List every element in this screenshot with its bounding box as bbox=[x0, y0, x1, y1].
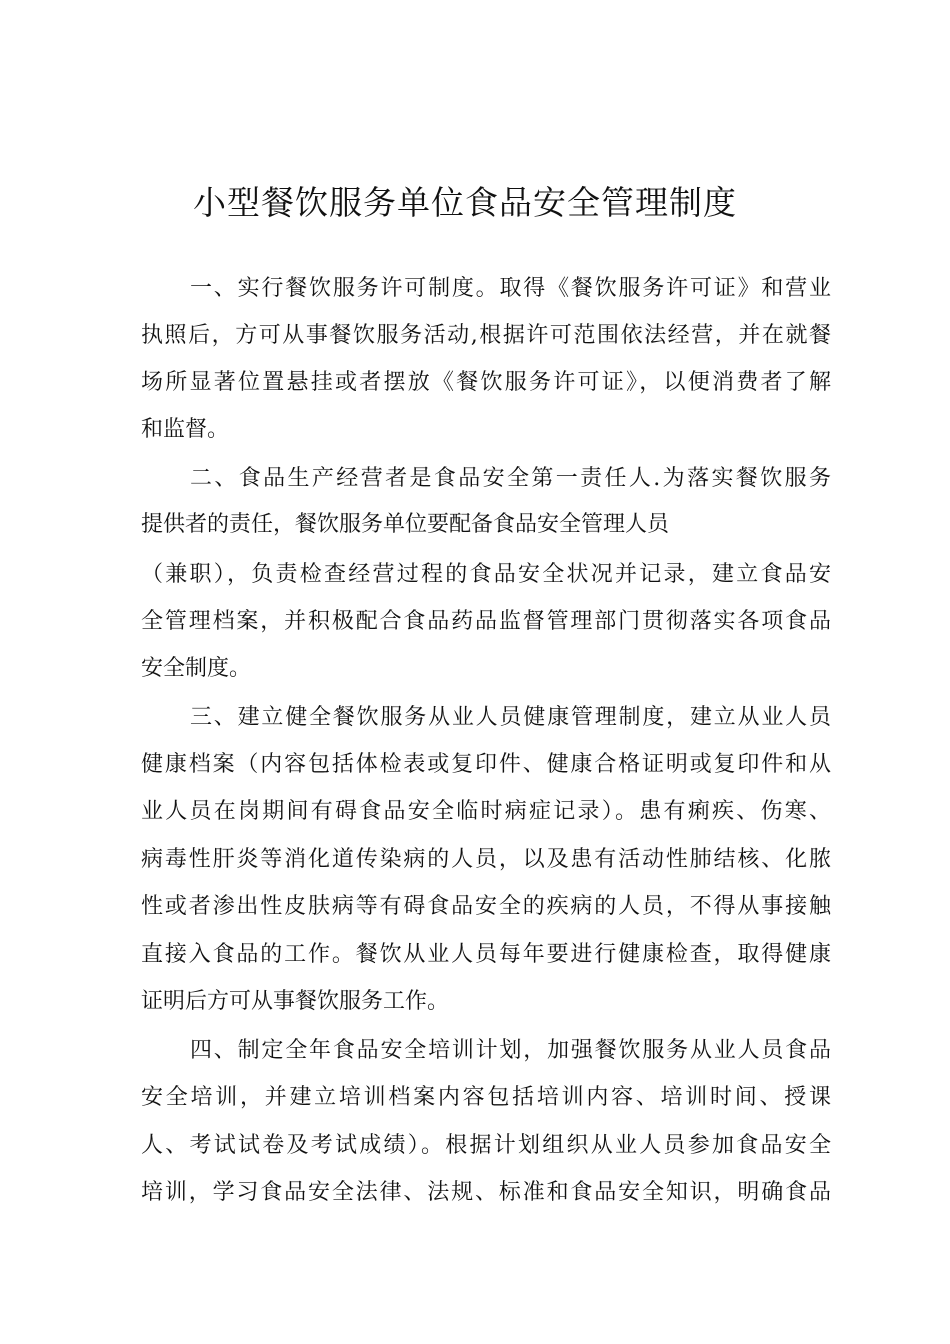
paragraph-line: （兼职），负责检查经营过程的食品安全状况并记录，建立食品安 bbox=[141, 562, 831, 587]
paragraph-line: 执照后，方可从事餐饮服务活动,根据许可范围依法经营，并在就餐 bbox=[141, 323, 831, 348]
paragraph-line: 性或者渗出性皮肤病等有碍食品安全的疾病的人员，不得从事接触 bbox=[141, 894, 831, 919]
paragraph-line: 健康档案（内容包括体检表或复印件、健康合格证明或复印件和从 bbox=[141, 752, 831, 777]
paragraph-line: 四、制定全年食品安全培训计划，加强餐饮服务从业人员食品 bbox=[190, 1038, 831, 1063]
paragraph-line: 直接入食品的工作。餐饮从业人员每年要进行健康检查，取得健康 bbox=[141, 942, 831, 967]
paragraph-line: 提供者的责任，餐饮服务单位要配备食品安全管理人员 bbox=[141, 512, 670, 537]
paragraph-line: 和监督。 bbox=[141, 417, 230, 442]
paragraph-line: 培训，学习食品安全法律、法规、标准和食品安全知识，明确食品 bbox=[141, 1180, 831, 1205]
paragraph-line: 病毒性肝炎等消化道传染病的人员，以及患有活动性肺结核、化脓 bbox=[141, 847, 831, 872]
paragraph-line: 二、食品生产经营者是食品安全第一责任人.为落实餐饮服务 bbox=[190, 466, 831, 491]
paragraph-line: 证明后方可从事餐饮服务工作。 bbox=[141, 989, 450, 1014]
paragraph-line: 三、建立健全餐饮服务从业人员健康管理制度，建立从业人员 bbox=[190, 705, 831, 730]
paragraph-line: 安全制度。 bbox=[141, 656, 252, 681]
page-title: 小型餐饮服务单位食品安全管理制度 bbox=[193, 183, 737, 222]
paragraph-line: 全管理档案，并积极配合食品药品监督管理部门贯彻落实各项食品 bbox=[141, 609, 831, 634]
paragraph-line: 安全培训，并建立培训档案内容包括培训内容、培训时间、授课 bbox=[141, 1085, 831, 1110]
paragraph-line: 一、实行餐饮服务许可制度。取得《餐饮服务许可证》和营业 bbox=[190, 276, 831, 301]
paragraph-line: 场所显著位置悬挂或者摆放《餐饮服务许可证》，以便消费者了解 bbox=[141, 370, 831, 395]
paragraph-line: 业人员在岗期间有碍食品安全临时病症记录）。患有痢疾、伤寒、 bbox=[141, 799, 831, 824]
paragraph-line: 人、考试试卷及考试成绩）。根据计划组织从业人员参加食品安全 bbox=[141, 1133, 831, 1158]
